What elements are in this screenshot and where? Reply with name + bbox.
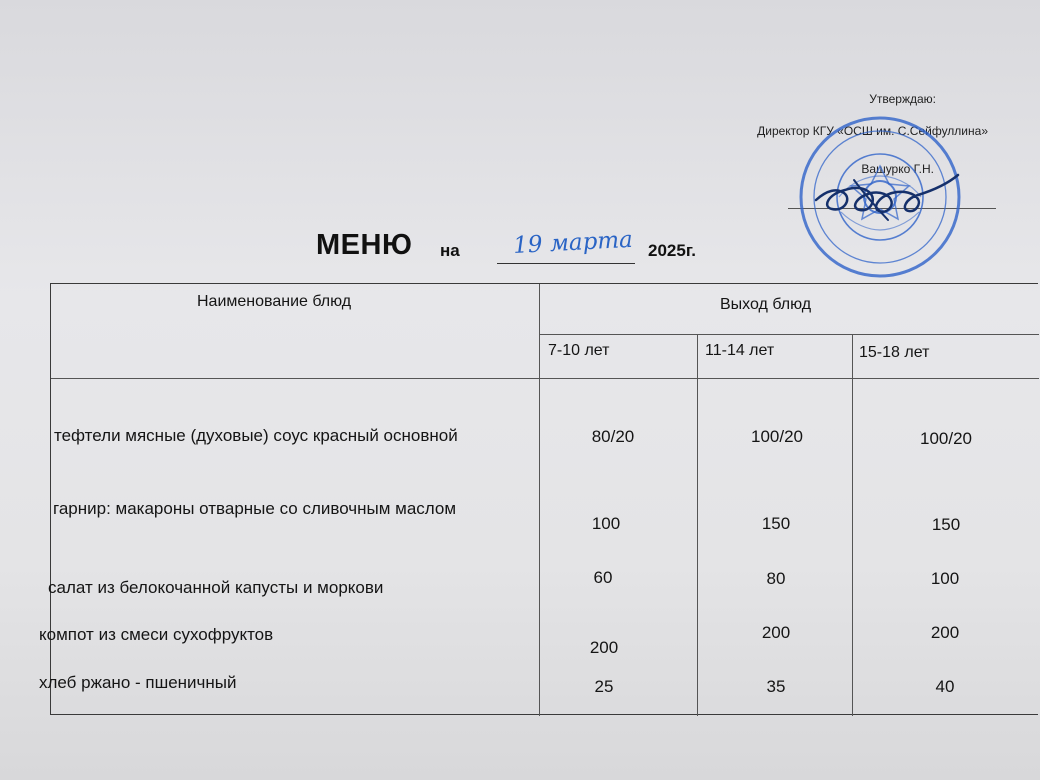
dish-name: компот из смеси сухофруктов: [39, 625, 274, 644]
age-group-header: 11-14 лет: [705, 342, 775, 359]
output-header: Выход блюд: [720, 296, 812, 313]
column-divider: [697, 334, 698, 716]
director-label: Директор КГУ «ОСШ им. С.Сейфуллина»: [757, 124, 988, 138]
menu-year: 2025г.: [648, 241, 696, 260]
dish-name: салат из белокочанной капусты и моркови: [48, 578, 384, 597]
dish-name: хлеб ржано - пшеничный: [39, 673, 237, 692]
dish-value: 80/20: [591, 427, 635, 446]
dish-value: 200: [589, 638, 619, 657]
dish-value: 100/20: [920, 429, 972, 448]
header-bottom-divider: [51, 378, 1039, 379]
dish-value: 80: [766, 569, 786, 588]
dish-name-header: Наименование блюд: [197, 293, 352, 310]
column-divider: [852, 334, 853, 716]
dish-value: 60: [593, 568, 613, 587]
dish-value: 35: [766, 677, 786, 696]
age-group-header: 15-18 лет: [859, 344, 930, 361]
dish-value: 25: [594, 677, 614, 696]
dish-value: 150: [931, 515, 961, 534]
signer-name: Вашурко Г.Н.: [861, 162, 934, 176]
column-divider: [539, 284, 540, 716]
header-divider: [539, 334, 1039, 335]
signature-line: [788, 208, 996, 209]
dish-value: 150: [761, 514, 791, 533]
dish-name: гарнир: макароны отварные со сливочным маслом: [53, 499, 457, 518]
dish-name: тефтели мясные (духовые) соус красный основной: [54, 426, 458, 445]
menu-table: [39, 283, 1038, 715]
age-group-header: 7-10 лет: [548, 342, 610, 359]
menu-date: 19 марта: [512, 226, 634, 259]
dish-value: 40: [935, 677, 955, 696]
dish-value: 100: [591, 514, 621, 533]
dish-value: 100: [930, 569, 960, 588]
approval-label: Утверждаю:: [869, 92, 936, 106]
dish-value: 200: [930, 623, 960, 642]
date-line: [497, 263, 635, 264]
menu-title: МЕНЮ: [316, 229, 413, 261]
menu-on-label: на: [440, 241, 460, 260]
dish-value: 100/20: [751, 427, 803, 446]
dish-value: 200: [761, 623, 791, 642]
